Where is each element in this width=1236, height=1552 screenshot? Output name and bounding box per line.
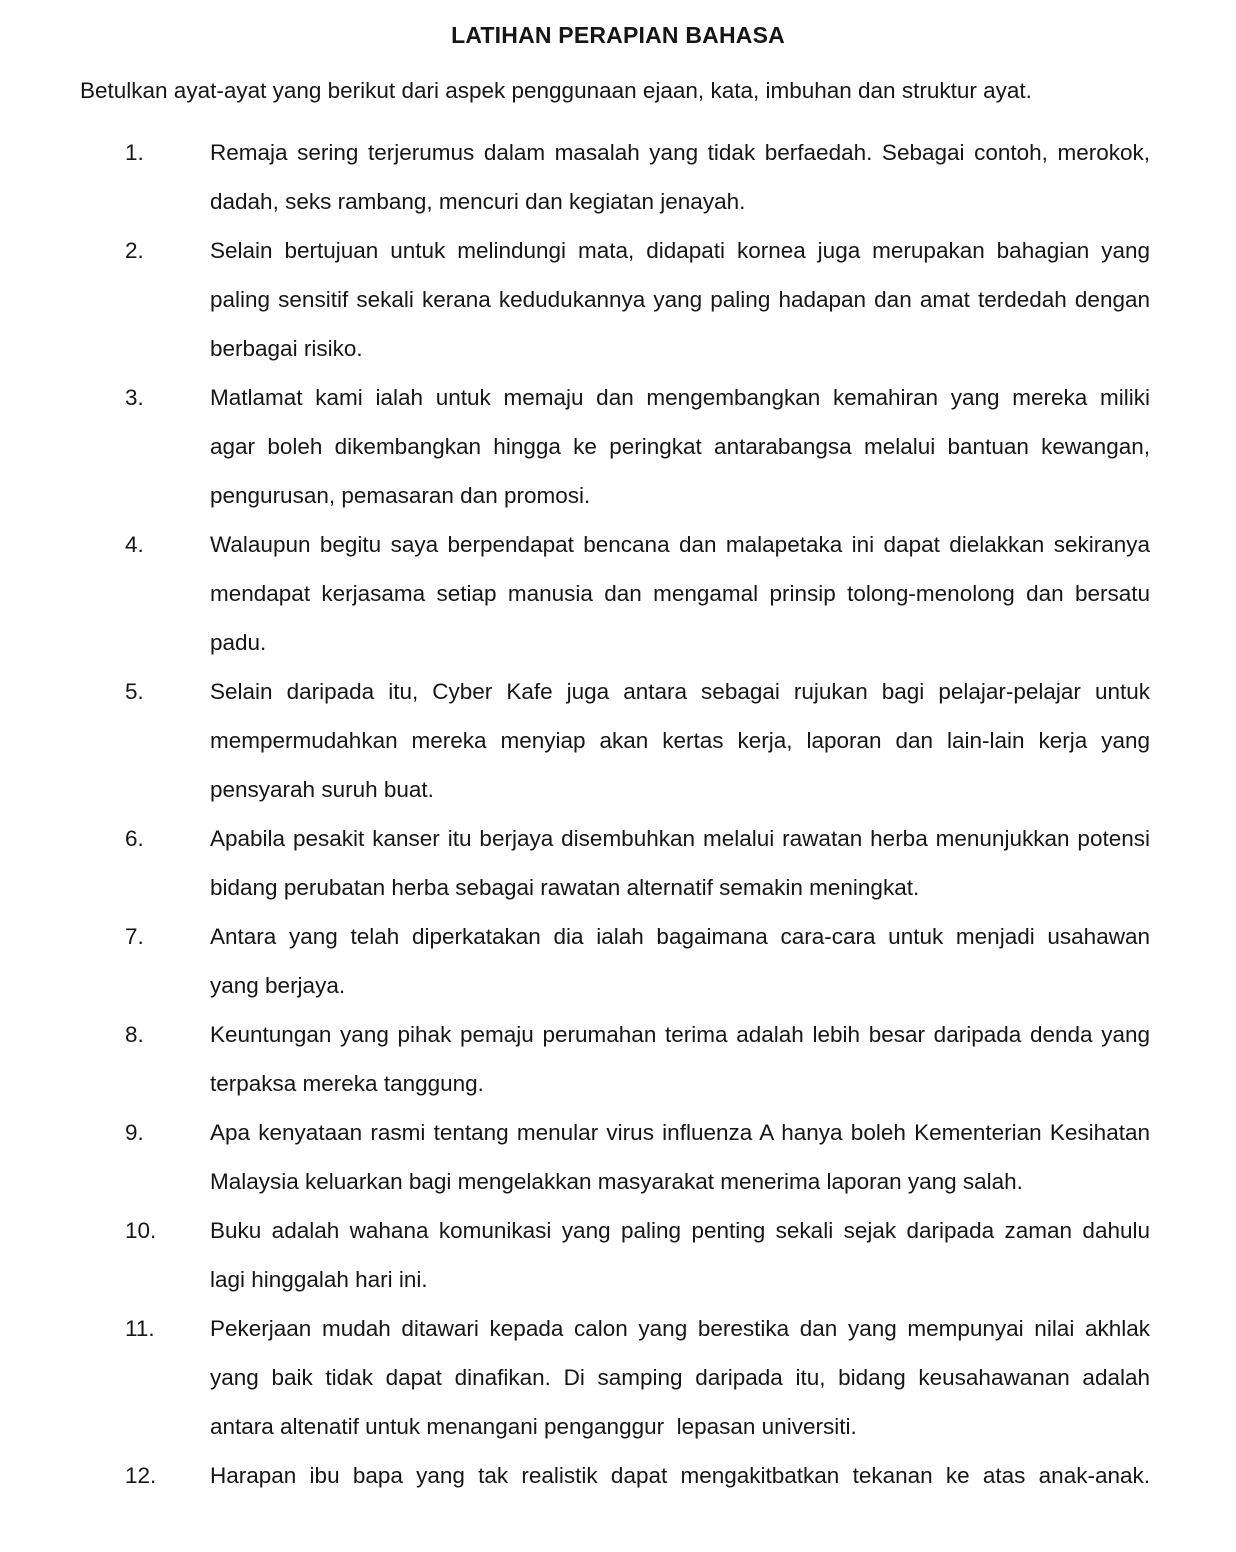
item-number: 12. [125,1462,157,1488]
sentence-line: mempermudahkan mereka menyiap akan kertas kerja, laporan dan lain-lain kerja yang [210,727,1150,753]
item-number: 7. [125,923,144,949]
item-text [210,373,1150,520]
exercise-item-12 [0,1451,1236,1500]
exercise-item-1 [0,128,1236,226]
instruction-text: Betulkan ayat-ayat yang berikut dari aspek penggunaan ejaan, kata, imbuhan dan struktur ayat. [80,78,1032,103]
document-page [0,20,1236,1552]
item-text [210,226,1150,373]
sentence-line: Matlamat kami ialah untuk memaju dan mengembangkan kemahiran yang mereka miliki [210,384,1150,410]
sentence-line: agar boleh dikembangkan hingga ke peringkat antarabangsa melalui bantuan kewangan, [210,433,1150,459]
sentence-line: mendapat kerjasama setiap manusia dan mengamal prinsip tolong-menolong dan bersatu [210,580,1150,606]
item-number: 2. [125,237,144,263]
sentence-line: dadah, seks rambang, mencuri dan kegiatan jenayah. [210,188,746,214]
item-number: 4. [125,531,144,557]
item-number: 3. [125,384,144,410]
item-text [210,667,1150,814]
sentence-line: pensyarah suruh buat. [210,776,434,802]
sentence-line: Buku adalah wahana komunikasi yang paling penting sekali sejak daripada zaman dahulu [210,1217,1150,1243]
sentence-line: paling sensitif sekali kerana kedudukannya yang paling hadapan dan amat terdedah dengan [210,286,1150,312]
sentence-line: Pekerjaan mudah ditawari kepada calon yang berestika dan yang mempunyai nilai akhlak [210,1315,1150,1341]
item-number: 5. [125,678,144,704]
exercise-item-3 [0,373,1236,520]
item-text [210,1010,1150,1108]
exercise-item-4 [0,520,1236,667]
sentence-line: yang berjaya. [210,972,346,998]
sentence-line: Selain daripada itu, Cyber Kafe juga antara sebagai rujukan bagi pelajar-pelajar untuk [210,678,1150,704]
item-text [210,1206,1150,1304]
sentence-line: terpaksa mereka tanggung. [210,1070,484,1096]
item-number: 1. [125,139,144,165]
exercise-item-5 [0,667,1236,814]
exercise-item-2 [0,226,1236,373]
sentence-line: yang baik tidak dapat dinafikan. Di samping daripada itu, bidang keusahawanan adalah [210,1364,1150,1390]
sentence-line: Harapan ibu bapa yang tak realistik dapat mengakitbatkan tekanan ke atas anak-anak. [210,1462,1150,1488]
item-text [210,1304,1150,1451]
item-number: 8. [125,1021,144,1047]
exercise-item-6 [0,814,1236,912]
sentence-line: Selain bertujuan untuk melindungi mata, didapati kornea juga merupakan bahagian yang [210,237,1150,263]
exercise-item-11 [0,1304,1236,1451]
exercise-list [0,128,1236,1500]
sentence-line: padu. [210,629,267,655]
sentence-line: pengurusan, pemasaran dan promosi. [210,482,591,508]
item-number: 9. [125,1119,144,1145]
exercise-item-8 [0,1010,1236,1108]
sentence-line: Apa kenyataan rasmi tentang menular virus influenza A hanya boleh Kementerian Kesihatan [210,1119,1150,1145]
item-text [210,128,1150,226]
sentence-line: lagi hinggalah hari ini. [210,1266,428,1292]
exercise-item-7 [0,912,1236,1010]
item-number: 11. [125,1315,155,1341]
item-text [210,814,1150,912]
sentence-line: bidang perubatan herba sebagai rawatan alternatif semakin meningkat. [210,874,920,900]
sentence-line: Keuntungan yang pihak pemaju perumahan terima adalah lebih besar daripada denda yang [210,1021,1150,1047]
sentence-line: berbagai risiko. [210,335,363,361]
sentence-line: antara altenatif untuk menangani penganggur lepasan universiti. [210,1413,857,1439]
item-number: 10. [125,1217,157,1243]
sentence-line: Walaupun begitu saya berpendapat bencana dan malapetaka ini dapat dielakkan sekiranya [210,531,1150,557]
sentence-line: Remaja sering terjerumus dalam masalah yang tidak berfaedah. Sebagai contoh, merokok, [210,139,1150,165]
page-title: LATIHAN PERAPIAN BAHASA [451,22,785,48]
item-text [210,520,1150,667]
sentence-line: Apabila pesakit kanser itu berjaya disembuhkan melalui rawatan herba menunjukkan potensi [210,825,1150,851]
item-number: 6. [125,825,144,851]
item-text [210,1108,1150,1206]
item-text [210,1451,1150,1500]
exercise-item-10 [0,1206,1236,1304]
item-text [210,912,1150,1010]
exercise-item-9 [0,1108,1236,1206]
sentence-line: Antara yang telah diperkatakan dia ialah bagaimana cara-cara untuk menjadi usahawan [210,923,1150,949]
sentence-line: Malaysia keluarkan bagi mengelakkan masyarakat menerima laporan yang salah. [210,1168,1023,1194]
